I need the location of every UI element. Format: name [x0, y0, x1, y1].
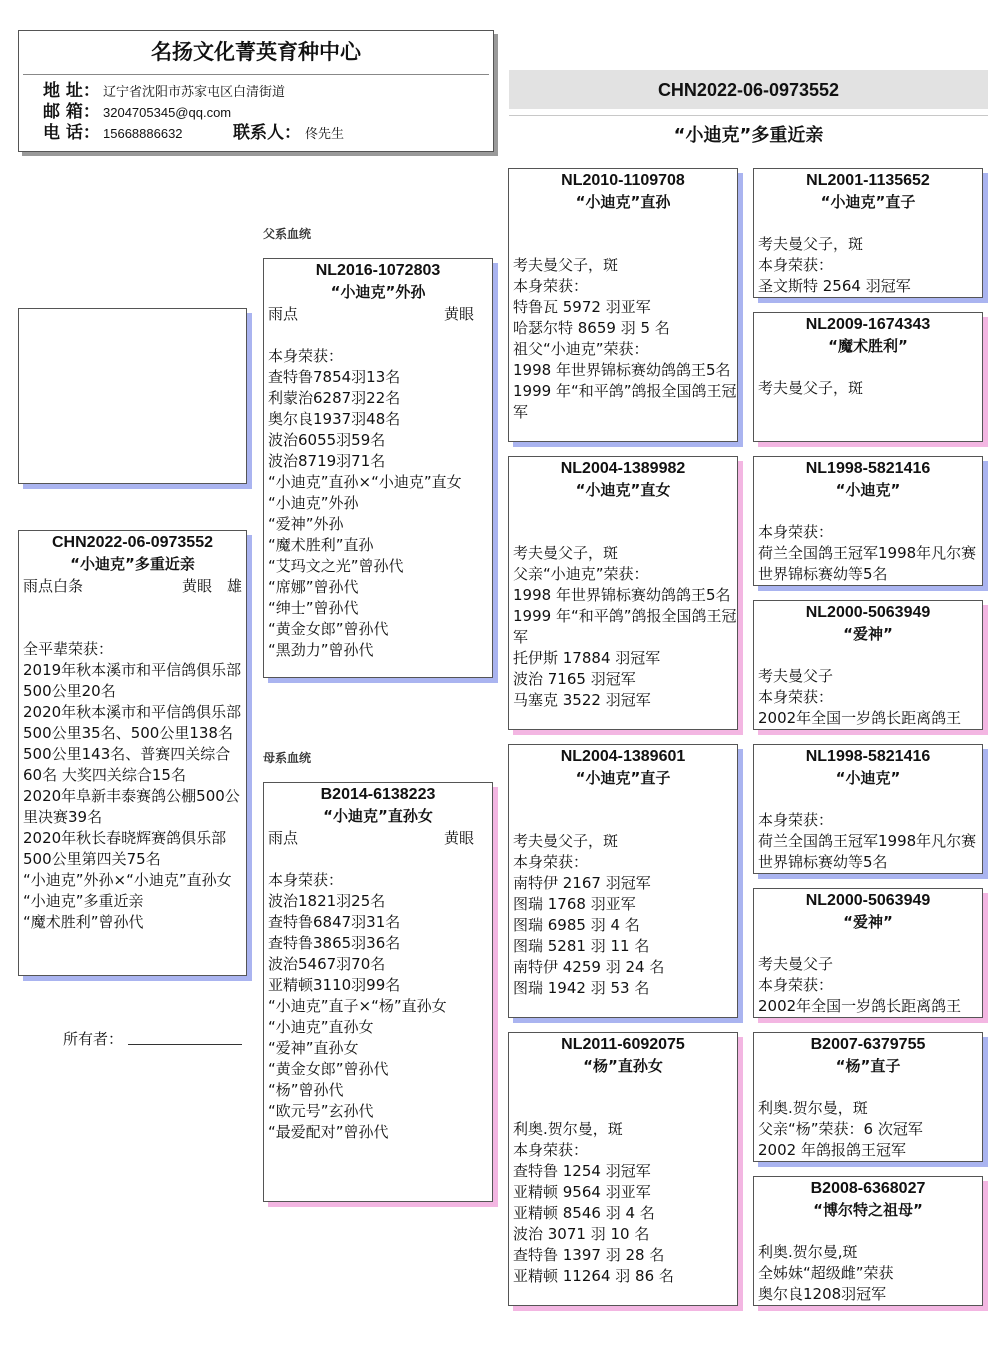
body-line: 本身荣获： — [513, 1141, 589, 1159]
body-line: “小迪克”直子×“杨”直孙女 — [268, 997, 447, 1015]
body-line: 亚精顿3110羽99名 — [268, 976, 401, 994]
body-line: “黄金女郎”曾孙代 — [268, 620, 389, 638]
body-line: 本身荣获： — [268, 347, 344, 365]
card-body — [754, 378, 982, 399]
card-body — [509, 255, 737, 423]
body-line: 2020年秋长春晓辉赛鸽俱乐部500公里第四关75名 — [23, 829, 227, 868]
body-line: 波治1821羽25名 — [268, 892, 386, 910]
body-line: “魔术胜利”曾孙代 — [23, 913, 144, 931]
card-name: “小迪克”直子 — [820, 193, 916, 211]
body-line: 亚精顿 9564 羽亚军 — [513, 1183, 651, 1201]
dam-card — [263, 782, 493, 1202]
owner-signature-line — [128, 1044, 242, 1045]
body-line: 本身荣获： — [268, 871, 344, 889]
body-line: 亚精顿 11264 羽 86 名 — [513, 1267, 674, 1285]
body-line: 波治 7165 羽冠军 — [513, 670, 636, 688]
card-ring: B2014-6138223 — [320, 786, 436, 803]
phone-label: 电 话： — [43, 123, 100, 143]
card-body — [509, 1119, 737, 1287]
card-body — [509, 543, 737, 711]
sire-section-label: 父系血统 — [263, 227, 312, 241]
body-line: “小迪克”直孙×“小迪克”直女 — [268, 473, 462, 491]
card-traits — [19, 575, 246, 597]
granddam-maternal-card — [508, 1032, 738, 1306]
breeder-header — [18, 30, 494, 152]
body-line: 全平辈荣获： — [23, 640, 114, 658]
body-line: 本身荣获： — [758, 688, 834, 706]
card-ring: NL2000-5063949 — [805, 604, 931, 621]
body-line: 荷兰全国鸽王冠军1998年凡尔赛世界锦标赛幼等5名 — [758, 832, 977, 871]
card-ring: NL2004-1389601 — [560, 748, 686, 765]
body-line: “艾玛文之光”曾孙代 — [268, 557, 404, 575]
card-eye: 黄眼 — [443, 305, 474, 323]
card-ring: B2008-6368027 — [810, 1180, 926, 1197]
body-line: 查特鲁3865羽36名 — [268, 934, 401, 952]
card-name: “小迪克” — [835, 769, 901, 787]
body-line: 利奥.贺尔曼，斑 — [513, 1120, 623, 1138]
body-line: 本身荣获： — [758, 523, 834, 541]
card-ring: NL1998-5821416 — [805, 748, 931, 765]
sire-card — [263, 258, 493, 678]
card-body — [754, 954, 982, 1017]
card-ring: NL2000-5063949 — [805, 892, 931, 909]
body-line: 南特伊 2167 羽冠军 — [513, 874, 651, 892]
card-ring: NL1998-5821416 — [805, 460, 931, 477]
body-line: 2002年全国一岁鸽长距离鸽王 — [758, 997, 962, 1015]
card-ring: NL2001-1135652 — [806, 172, 930, 189]
card-ring: NL2010-1109708 — [561, 172, 685, 189]
body-line: 2020年秋本溪市和平信鸽俱乐部500公里35名、500公里138名 — [23, 703, 242, 742]
body-line: 考夫曼父子 — [758, 955, 834, 973]
address-row — [19, 81, 493, 102]
header-divider — [23, 74, 489, 75]
pigeon-photo — [18, 308, 247, 484]
granddam-paternal-card — [508, 456, 738, 730]
body-line: 考夫曼父子，斑 — [758, 235, 864, 253]
body-line: 2020年阜新丰泰赛鸽公棚500公里决赛39名 — [23, 787, 240, 826]
body-line: “黑劲力”曾孙代 — [268, 641, 374, 659]
card-body — [754, 522, 982, 585]
card-name: “博尔特之祖母” — [813, 1201, 923, 1219]
ancestor-card — [753, 1176, 983, 1306]
body-line: 1999 年“和平鸽”鸽报全国鸽王冠军 — [513, 382, 737, 421]
card-traits — [264, 827, 492, 849]
card-name: “爱神” — [843, 913, 893, 931]
card-traits — [264, 303, 492, 325]
card-color: 雨点 — [268, 305, 299, 323]
body-line: 波治6055羽59名 — [268, 431, 386, 449]
phone-value: 15668886632 — [103, 126, 183, 141]
card-ring: NL2016-1072803 — [315, 262, 441, 279]
card-name: “小迪克”外孙 — [330, 283, 426, 301]
body-line: 考夫曼父子，斑 — [513, 256, 619, 274]
body-line: 本身荣获： — [758, 976, 834, 994]
body-line: “黄金女郎”曾孙代 — [268, 1060, 389, 1078]
body-line: “魔术胜利”直孙 — [268, 536, 374, 554]
body-line: 图瑞 1768 羽亚军 — [513, 895, 636, 913]
card-name: “小迪克” — [835, 481, 901, 499]
body-line: 特鲁瓦 5972 羽亚军 — [513, 298, 651, 316]
body-line: 亚精顿 8546 羽 4 名 — [513, 1204, 655, 1222]
body-line: 本身荣获： — [513, 277, 589, 295]
body-line: “杨”曾孙代 — [268, 1081, 344, 1099]
body-line: 祖父“小迪克”荣获： — [513, 340, 649, 358]
body-line: 波治 3071 羽 10 名 — [513, 1225, 650, 1243]
card-body — [264, 870, 492, 1143]
card-ring: NL2011-6092075 — [561, 1036, 685, 1053]
body-line: 1999 年“和平鸽”鸽报全国鸽王冠军 — [513, 607, 737, 646]
ancestor-card — [753, 456, 983, 586]
body-line: “小迪克”多重近亲 — [23, 892, 144, 910]
body-line: “小迪克”直孙女 — [268, 1018, 374, 1036]
body-line: 马塞克 3522 羽冠军 — [513, 691, 651, 709]
card-ring: B2007-6379755 — [810, 1036, 926, 1053]
body-line: 波治5467羽70名 — [268, 955, 386, 973]
body-line: 本身荣获： — [758, 811, 834, 829]
card-body — [754, 1098, 982, 1161]
body-line: “最爱配对”曾孙代 — [268, 1123, 389, 1141]
body-line: 查特鲁7854羽13名 — [268, 368, 401, 386]
owner-label: 所有者： — [63, 1030, 124, 1048]
body-line: 南特伊 4259 羽 24 名 — [513, 958, 665, 976]
body-line: 考夫曼父子，斑 — [513, 544, 619, 562]
body-line: 500公里143名、普赛四关综合60名 大奖四关综合15名 — [23, 745, 231, 784]
ancestor-card — [753, 168, 983, 298]
breeder-title: 名扬文化菁英育种中心 — [151, 40, 361, 64]
body-line: “爱神”直孙女 — [268, 1039, 359, 1057]
body-line: 奥尔良1937羽48名 — [268, 410, 401, 428]
email-value: 3204705345@qq.com — [103, 105, 232, 120]
card-body — [509, 831, 737, 999]
body-line: “小迪克”外孙×“小迪克”直孙女 — [23, 871, 232, 889]
card-color: 雨点 — [268, 829, 299, 847]
body-line: 考夫曼父子，斑 — [513, 832, 619, 850]
card-body — [264, 346, 492, 661]
body-line: 全姊妹“超级雌”荣获 — [758, 1264, 894, 1282]
card-eye: 黄眼 — [443, 829, 474, 847]
body-line: 考夫曼父子 — [758, 667, 834, 685]
ancestor-card — [753, 1032, 983, 1162]
body-line: 父亲“杨”荣获：6 次冠军 — [758, 1120, 923, 1138]
body-line: “小迪克”外孙 — [268, 494, 359, 512]
body-line: “欧元号”玄孙代 — [268, 1102, 374, 1120]
body-line: 2002年全国一岁鸽长距离鸽王 — [758, 709, 962, 727]
main-pigeon-title: “小迪克”多重近亲 — [673, 125, 824, 146]
card-body — [19, 639, 246, 933]
dam-section-label: 母系血统 — [263, 751, 312, 765]
body-line: 利蒙治6287羽22名 — [268, 389, 401, 407]
body-line: 图瑞 1942 羽 53 名 — [513, 979, 650, 997]
card-name: “杨”直子 — [835, 1057, 901, 1075]
body-line: 哈瑟尔特 8659 羽 5 名 — [513, 319, 670, 337]
body-line: 查特鲁6847羽31名 — [268, 913, 401, 931]
body-line: “爱神”外孙 — [268, 515, 344, 533]
body-line: 2002 年鸽报鸽王冠军 — [758, 1141, 906, 1159]
ancestor-card — [753, 744, 983, 874]
card-name: “小迪克”直孙女 — [323, 807, 433, 825]
body-line: 1998 年世界锦标赛幼鸽鸽王5名 — [513, 361, 731, 379]
card-name: “杨”直孙女 — [583, 1057, 663, 1075]
card-name: “小迪克”多重近亲 — [70, 555, 195, 573]
card-eye-sex: 黄眼 雄 — [181, 577, 242, 595]
grandsire-paternal-card — [508, 168, 738, 442]
body-line: “绅士”曾孙代 — [268, 599, 359, 617]
grandsire-maternal-card — [508, 744, 738, 1018]
main-pigeon-card — [18, 530, 247, 976]
body-line: 本身荣获： — [513, 853, 589, 871]
body-line: 圣文斯特 2564 羽冠军 — [758, 277, 911, 295]
body-line: “席娜”曾孙代 — [268, 578, 359, 596]
body-line: 奥尔良1208羽冠军 — [758, 1285, 887, 1303]
phone-row — [19, 123, 493, 144]
body-line: 波治8719羽71名 — [268, 452, 386, 470]
ancestor-card — [753, 312, 983, 442]
body-line: 利奥.贺尔曼，斑 — [758, 1099, 868, 1117]
address-label: 地 址： — [43, 81, 100, 101]
card-body — [754, 666, 982, 729]
body-line: 查特鲁 1397 羽 28 名 — [513, 1246, 665, 1264]
body-line: 图瑞 5281 羽 11 名 — [513, 937, 650, 955]
main-ring-banner: CHN2022-06-0973552 — [509, 70, 988, 109]
body-line: 父亲“小迪克”荣获： — [513, 565, 649, 583]
card-name: “爱神” — [843, 625, 893, 643]
ancestor-card — [753, 888, 983, 1018]
card-ring: CHN2022-06-0973552 — [52, 534, 213, 551]
address-value: 辽宁省沈阳市苏家屯区白清街道 — [103, 84, 286, 99]
card-body — [754, 1242, 982, 1305]
body-line: 利奥.贺尔曼,斑 — [758, 1243, 858, 1261]
body-line: 荷兰全国鸽王冠军1998年凡尔赛世界锦标赛幼等5名 — [758, 544, 977, 583]
card-body — [754, 234, 982, 297]
body-line: 查特鲁 1254 羽冠军 — [513, 1162, 651, 1180]
ancestor-card — [753, 600, 983, 730]
card-name: “小迪克”直孙 — [575, 193, 671, 211]
email-row — [19, 102, 493, 123]
banner-divider — [509, 115, 988, 116]
body-line: 考夫曼父子，斑 — [758, 379, 864, 397]
email-label: 邮 箱： — [43, 102, 100, 122]
body-line: 2019年秋本溪市和平信鸽俱乐部500公里20名 — [23, 661, 242, 700]
body-line: 托伊斯 17884 羽冠军 — [513, 649, 661, 667]
card-ring: NL2004-1389982 — [560, 460, 686, 477]
card-body — [754, 810, 982, 873]
body-line: 本身荣获： — [758, 256, 834, 274]
card-ring: NL2009-1674343 — [805, 316, 931, 333]
contact-value: 佟先生 — [305, 126, 345, 141]
contact-label: 联系人： — [233, 123, 301, 143]
card-name: “小迪克”直子 — [575, 769, 671, 787]
body-line: 图瑞 6985 羽 4 名 — [513, 916, 640, 934]
card-name: “魔术胜利” — [828, 337, 908, 355]
card-color: 雨点白条 — [23, 577, 84, 595]
body-line: 1998 年世界锦标赛幼鸽鸽王5名 — [513, 586, 731, 604]
card-name: “小迪克”直女 — [575, 481, 671, 499]
